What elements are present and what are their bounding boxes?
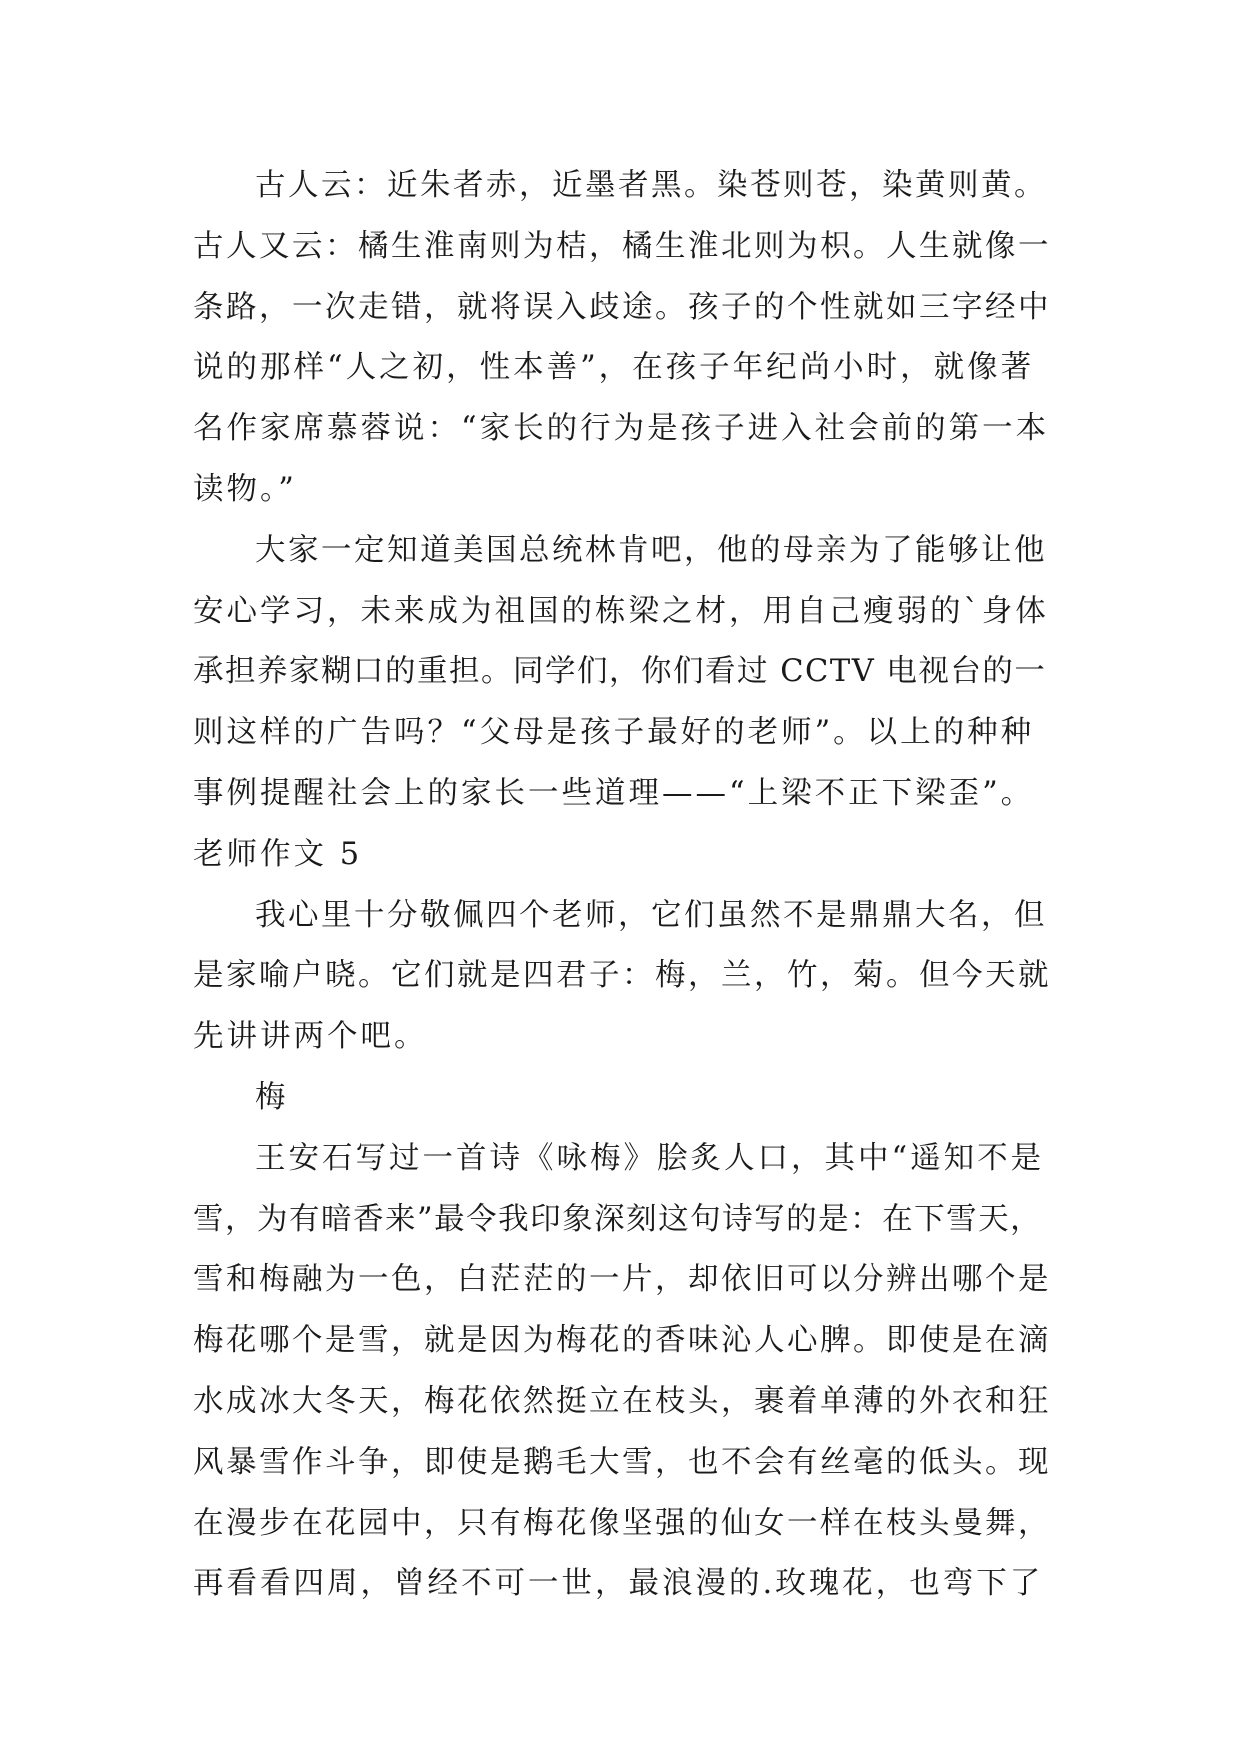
text-line: 则这样的广告吗？“父母是孩子最好的老师”。以上的种种 xyxy=(193,715,1035,751)
text-line: 大家一定知道美国总统林肯吧，他的母亲为了能够让他 xyxy=(255,532,1047,568)
text-line: 雪，为有暗香来”最令我印象深刻这句诗写的是：在下雪天， xyxy=(193,1201,1043,1237)
text-line: 安心学习，未来成为祖国的栋梁之材，用自己瘦弱的`身体 xyxy=(193,593,1049,629)
text-line: 王安石写过一首诗《咏梅》脍炙人口，其中“遥知不是 xyxy=(255,1140,1045,1176)
text-line: 在漫步在花园中，只有梅花像坚强的仙女一样在枝头曼舞， xyxy=(193,1505,1051,1541)
text-line: 再看看四周，曾经不可一世，最浪漫的.玫瑰花，也弯下了 xyxy=(193,1566,1044,1602)
text-line: 古人又云：橘生淮南则为桔，橘生淮北则为枳。人生就像一 xyxy=(193,228,1051,264)
text-line: 读物。” xyxy=(193,471,297,507)
text-line: 先讲讲两个吧。 xyxy=(193,1019,428,1055)
text-line: 梅 xyxy=(255,1079,289,1115)
text-line: 事例提醒社会上的家长一些道理——“上梁不正下梁歪”。 xyxy=(193,775,1035,811)
text-line: 名作家席慕蓉说：“家长的行为是孩子进入社会前的第一本 xyxy=(193,411,1050,447)
text-line: 梅花哪个是雪，就是因为梅花的香味沁人心脾。即使是在滴 xyxy=(193,1323,1051,1359)
text-line: 雪和梅融为一色，白茫茫的一片，却依旧可以分辨出哪个是 xyxy=(193,1262,1051,1298)
text-line: 老师作文 5 xyxy=(193,836,363,872)
document-body xyxy=(193,156,1053,1615)
text-line: 风暴雪作斗争，即使是鹅毛大雪，也不会有丝毫的低头。现 xyxy=(193,1444,1051,1480)
text-line: 水成冰大冬天，梅花依然挺立在枝头，裹着单薄的外衣和狂 xyxy=(193,1383,1051,1419)
text-line: 条路，一次走错，就将误入歧途。孩子的个性就如三字经中 xyxy=(193,289,1051,325)
text-line: 古人云：近朱者赤，近墨者黑。染苍则苍，染黄则黄。 xyxy=(255,168,1047,203)
text-line: 说的那样“人之初，性本善”，在孩子年纪尚小时，就像著 xyxy=(193,350,1035,386)
text-line: 承担养家糊口的重担。同学们，你们看过 CCTV 电视台的一 xyxy=(193,654,1047,690)
text-line: 我心里十分敬佩四个老师，它们虽然不是鼎鼎大名，但 xyxy=(255,897,1047,933)
text-line: 是家喻户晓。它们就是四君子：梅，兰，竹，菊。但今天就 xyxy=(193,958,1051,994)
